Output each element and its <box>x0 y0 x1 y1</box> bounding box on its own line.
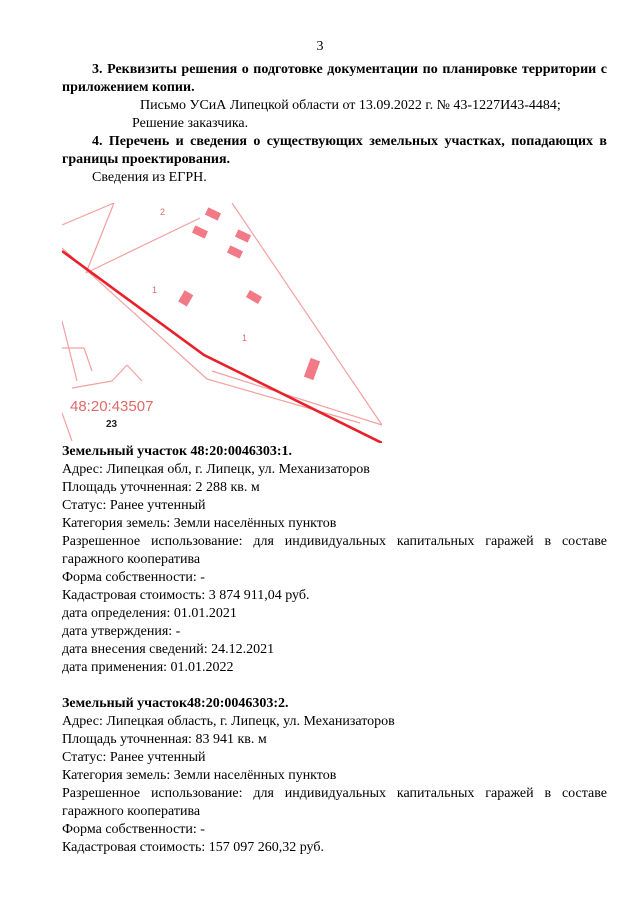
boundary-line <box>232 203 382 425</box>
building-footprint <box>227 245 243 258</box>
parcel-1-approval-date: дата утверждения: - <box>62 624 181 639</box>
parcel-1-entry-date: дата внесения сведений: 24.12.2021 <box>62 642 275 657</box>
boundary-line <box>62 321 77 381</box>
parcel-2-address: Адрес: Липецкая область, г. Липецк, ул. Механизаторов <box>62 714 395 729</box>
map-label: 23 <box>106 419 118 430</box>
parcel-2-title: Земельный участок48:20:0046303:2. <box>62 696 289 711</box>
page-number: 3 <box>316 39 324 54</box>
spacer <box>62 677 607 695</box>
map-label: 1 <box>242 333 248 343</box>
parcel-1-cadastral-value: Кадастровая стоимость: 3 874 911,04 руб. <box>62 588 310 603</box>
parcel-1-valuation-date: дата определения: 01.01.2021 <box>62 606 237 621</box>
building-footprint <box>205 207 221 220</box>
building-footprint <box>192 225 208 238</box>
parcel-1-status: Статус: Ранее учтенный <box>62 498 206 513</box>
cadastral-quarter-label: 48:20:43507 <box>70 398 154 415</box>
boundary-line <box>112 365 127 381</box>
parcel-1-address: Адрес: Липецкая обл, г. Липецк, ул. Механизаторов <box>62 462 370 477</box>
boundary-line <box>62 413 72 441</box>
boundary-line <box>207 379 360 423</box>
parcel-1-category: Категория земель: Земли населённых пунктов <box>62 516 337 531</box>
map-label: 2 <box>160 207 166 217</box>
document-body <box>62 61 607 857</box>
parcel-1-ownership: Форма собственности: - <box>62 570 205 585</box>
building-footprint <box>235 229 251 242</box>
parcel-1-area: Площадь уточненная: 2 288 кв. м <box>62 480 260 495</box>
boundary-line <box>212 371 382 425</box>
section-3-heading: 3. Реквизиты решения о подготовке документации по планировке территории с приложением копии. <box>62 62 607 95</box>
section-4-heading: 4. Перечень и сведения о существующих земельных участках, попадающих в границы проектирования. <box>62 134 607 167</box>
building-footprint <box>178 290 193 306</box>
building-footprint <box>246 290 262 304</box>
egrn-source-note: Сведения из ЕГРН. <box>92 170 207 185</box>
boundary-line <box>84 348 92 371</box>
boundary-line <box>127 365 142 381</box>
parcel-1-title: Земельный участок 48:20:0046303:1. <box>62 444 293 459</box>
bullet-item-decision <box>62 115 607 133</box>
parcel-2-area: Площадь уточненная: 83 941 кв. м <box>62 732 267 747</box>
bullet-item-letter <box>62 97 607 115</box>
bullet-text: Решение заказчика. <box>132 116 249 131</box>
bullet-text: Письмо УСиА Липецкой области от 13.09.2022 г. № 43-1227И43-4484; <box>140 98 561 113</box>
parcel-2-permitted-use: Разрешенное использование: для индивидуальных капитальных гаражей в составе гаражного кооператива <box>62 786 607 819</box>
cadastral-map <box>62 203 382 443</box>
boundary-line <box>86 218 200 273</box>
parcel-1-application-date: дата применения: 01.01.2022 <box>62 660 234 675</box>
map-label: 1 <box>152 285 158 295</box>
boundary-line <box>72 381 112 388</box>
parcel-1-permitted-use: Разрешенное использование: для индивидуальных капитальных гаражей в составе гаражного кооператива <box>62 534 607 567</box>
parcel-2-ownership: Форма собственности: - <box>62 822 205 837</box>
building-footprint <box>304 358 320 380</box>
parcel-2-status: Статус: Ранее учтенный <box>62 750 206 765</box>
parcel-2-category: Категория земель: Земли населённых пунктов <box>62 768 337 783</box>
parcel-2-cadastral-value: Кадастровая стоимость: 157 097 260,32 руб. <box>62 840 324 855</box>
